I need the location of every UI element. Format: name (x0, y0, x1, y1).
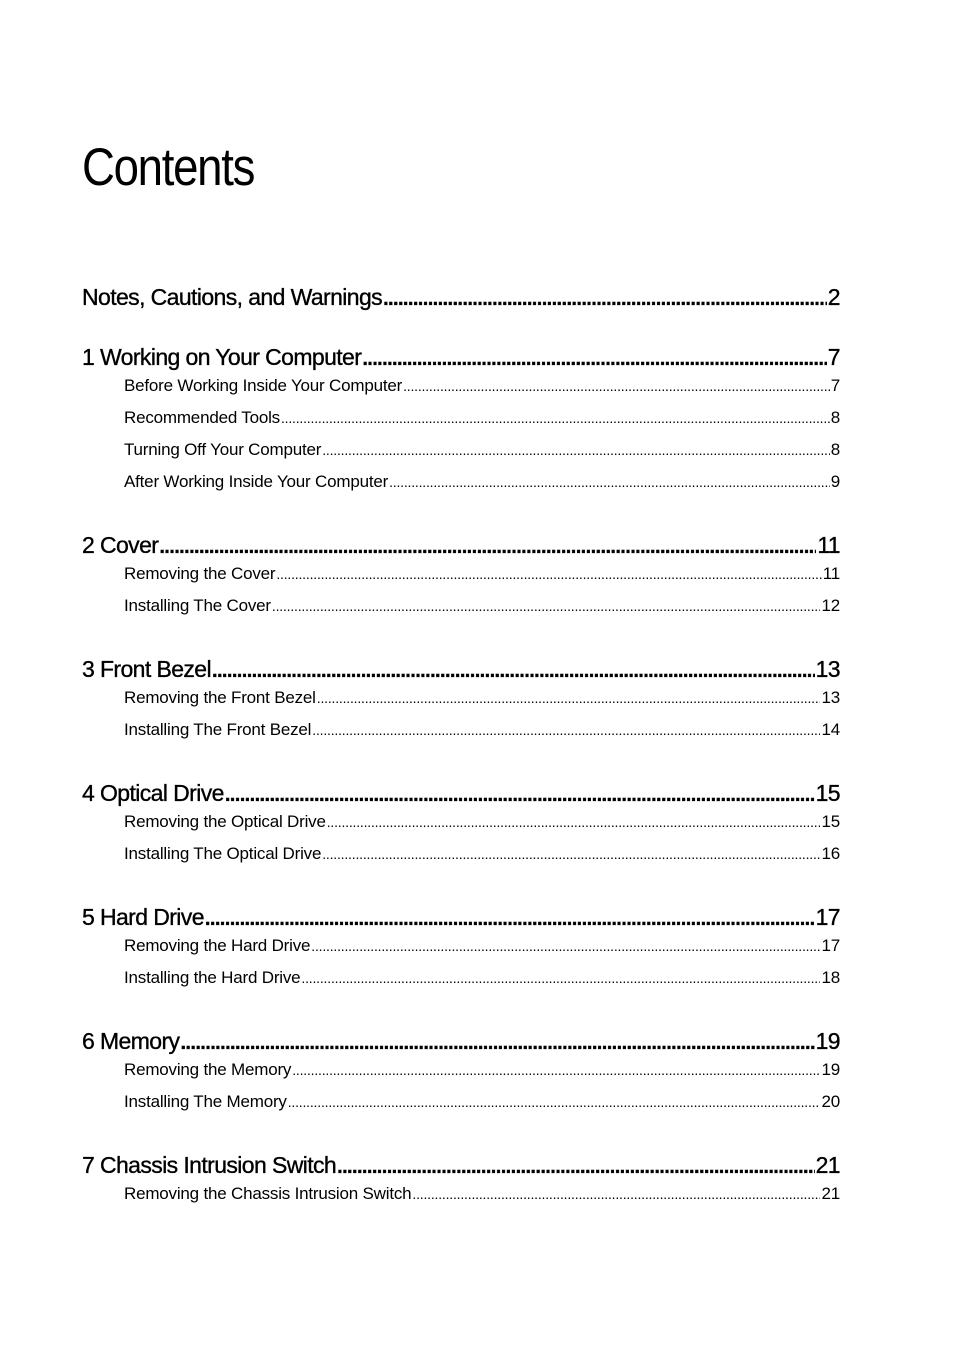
toc-chapter-entry[interactable] (82, 1028, 840, 1060)
toc-chapter-label: 7 Chassis Intrusion Switch (82, 1152, 337, 1178)
dot-leader (288, 1094, 821, 1110)
dot-leader (322, 442, 830, 458)
toc-chapter-entry[interactable] (82, 904, 840, 936)
toc-group (82, 904, 840, 1000)
toc-chapter-label: 2 Cover (82, 532, 159, 558)
toc-page-number: 16 (821, 844, 840, 863)
toc-group (82, 344, 840, 504)
toc-page-number: 8 (830, 408, 840, 427)
toc-section-label: Installing The Cover (124, 596, 271, 615)
toc-page-number: 17 (815, 904, 840, 930)
toc-page-number: 13 (815, 656, 840, 682)
toc-section-label: Installing The Front Bezel (124, 720, 312, 739)
toc-page-number: 2 (827, 284, 840, 310)
toc-section-entry[interactable] (82, 1184, 840, 1216)
toc-section-entry[interactable] (82, 440, 840, 472)
toc-section-entry[interactable] (82, 408, 840, 440)
toc-chapter-label: 4 Optical Drive (82, 780, 224, 806)
toc-section-entry[interactable] (82, 472, 840, 504)
toc-section-entry[interactable] (82, 968, 840, 1000)
toc-page-number: 21 (821, 1184, 840, 1203)
toc-section-entry[interactable] (82, 376, 840, 408)
toc-page-number: 11 (822, 564, 840, 583)
toc-page-number: 19 (821, 1060, 840, 1079)
dot-leader (212, 660, 815, 683)
toc-page-number: 15 (815, 780, 840, 806)
toc-section-label: Removing the Chassis Intrusion Switch (124, 1184, 412, 1203)
dot-leader (272, 598, 821, 614)
dot-leader (281, 410, 830, 426)
toc-group (82, 284, 840, 316)
dot-leader (383, 288, 827, 311)
toc-page-number: 13 (821, 688, 840, 707)
toc-group (82, 1028, 840, 1124)
toc-section-entry[interactable] (82, 844, 840, 876)
dot-leader (389, 474, 830, 490)
toc-section-entry[interactable] (82, 812, 840, 844)
dot-leader (292, 1062, 820, 1078)
toc-section-label: Removing the Optical Drive (124, 812, 326, 831)
toc-section-label: Removing the Front Bezel (124, 688, 316, 707)
dot-leader (312, 722, 820, 738)
toc-chapter-label: 1 Working on Your Computer (82, 344, 362, 370)
toc-section-label: Turning Off Your Computer (124, 440, 322, 459)
dot-leader (412, 1186, 820, 1202)
toc-section-label: Removing the Cover (124, 564, 276, 583)
toc-page-number: 12 (821, 596, 840, 615)
dot-leader (159, 536, 816, 559)
toc-page-number: 17 (821, 936, 840, 955)
dot-leader (180, 1032, 814, 1055)
dot-leader (362, 348, 826, 371)
dot-leader (337, 1156, 814, 1179)
dot-leader (327, 814, 821, 830)
page-title: Contents (82, 138, 255, 197)
dot-leader (276, 566, 821, 582)
dot-leader (322, 846, 820, 862)
dot-leader (205, 908, 815, 931)
dot-leader (317, 690, 821, 706)
toc-chapter-entry[interactable] (82, 344, 840, 376)
toc-group (82, 532, 840, 628)
toc-page-number: 14 (821, 720, 840, 739)
toc-page-number: 15 (821, 812, 840, 831)
dot-leader (311, 938, 820, 954)
toc-section-label: Recommended Tools (124, 408, 280, 427)
toc-section-label: Before Working Inside Your Computer (124, 376, 403, 395)
toc-section-entry[interactable] (82, 688, 840, 720)
toc-chapter-entry[interactable] (82, 532, 840, 564)
toc-page-number: 8 (830, 440, 840, 459)
dot-leader (225, 784, 815, 807)
toc-section-entry[interactable] (82, 596, 840, 628)
toc-page-number: 11 (817, 532, 840, 558)
toc-section-label: Removing the Memory (124, 1060, 292, 1079)
toc-section-label: Installing The Memory (124, 1092, 287, 1111)
toc-group (82, 1152, 840, 1216)
toc-chapter-label: 3 Front Bezel (82, 656, 211, 682)
toc-chapter-label: Notes, Cautions, and Warnings (82, 284, 383, 310)
dot-leader (301, 970, 820, 986)
toc-chapter-entry[interactable] (82, 780, 840, 812)
toc-section-label: Installing the Hard Drive (124, 968, 301, 987)
toc-page-number: 20 (821, 1092, 840, 1111)
toc-page-number: 9 (830, 472, 840, 491)
dot-leader (403, 378, 830, 394)
toc-section-entry[interactable] (82, 1092, 840, 1124)
toc-page-number: 18 (821, 968, 840, 987)
toc-page-number: 19 (815, 1028, 840, 1054)
toc-page-number: 7 (830, 376, 840, 395)
toc-page-number: 7 (827, 344, 840, 370)
toc-section-entry[interactable] (82, 936, 840, 968)
toc-section-label: After Working Inside Your Computer (124, 472, 389, 491)
toc-chapter-entry[interactable] (82, 1152, 840, 1184)
toc-section-entry[interactable] (82, 720, 840, 752)
toc-chapter-entry[interactable] (82, 656, 840, 688)
toc-group (82, 780, 840, 876)
toc-chapter-label: 5 Hard Drive (82, 904, 204, 930)
toc-group (82, 656, 840, 752)
toc-section-entry[interactable] (82, 564, 840, 596)
toc-section-label: Installing The Optical Drive (124, 844, 322, 863)
toc-chapter-entry[interactable] (82, 284, 840, 316)
toc-page-number: 21 (815, 1152, 840, 1178)
toc-chapter-label: 6 Memory (82, 1028, 180, 1054)
toc-section-label: Removing the Hard Drive (124, 936, 311, 955)
table-of-contents (82, 284, 840, 1244)
toc-section-entry[interactable] (82, 1060, 840, 1092)
